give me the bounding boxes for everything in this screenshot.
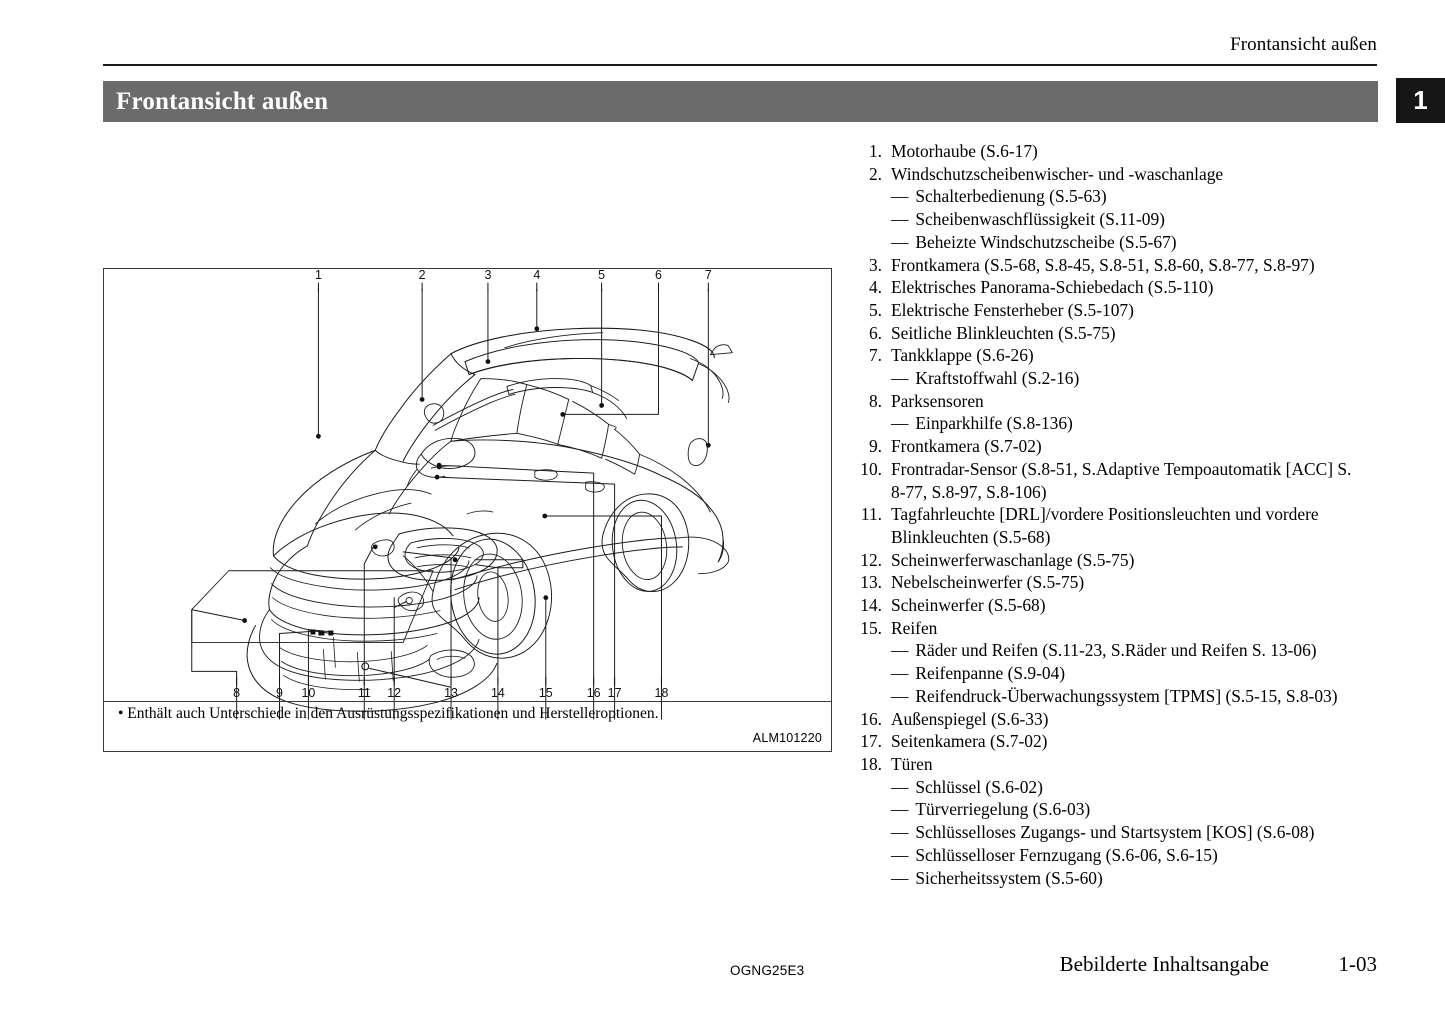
parts-list-subitem [852,185,1362,208]
parts-list-subitem-label: Reifenpanne (S.9-04) [915,663,1066,684]
parts-list-subitem-label: Türverriegelung (S.6-03) [915,799,1091,820]
parts-list-item-number: 16. [860,708,882,729]
callout-bottom-17: 17 [607,686,622,701]
vehicle-front-exterior-illustration [104,269,831,751]
em-dash-icon: — [891,209,909,230]
parts-list-subitem-label: Schlüssel (S.6-02) [915,776,1043,797]
callout-bottom-14: 14 [490,686,505,701]
parts-list-subitem [852,367,1362,390]
parts-list-item [852,753,1362,776]
parts-list-item [852,344,1362,367]
parts-list-item-label: Tankklappe (S.6-26) [891,345,1034,366]
parts-list-item-number: 9. [868,436,882,457]
parts-list-item [852,730,1362,753]
parts-list-item-number: 10. [860,458,882,479]
parts-list-item-number: 17. [860,731,882,752]
header-rule [103,64,1377,66]
parts-list-subitem [852,231,1362,254]
callout-bottom-11: 11 [357,686,371,701]
parts-list-item-label: Windschutzscheibenwischer- und -waschanlage [891,163,1224,184]
running-head: Frontansicht außen [1230,34,1377,55]
parts-list-item-label: Elektrische Fensterheber (S.5-107) [891,299,1134,320]
parts-list-item-number: 15. [860,617,882,638]
parts-list-item-label: Motorhaube (S.6-17) [891,141,1038,161]
parts-list-item [852,549,1362,572]
figure-reference-code: ALM101220 [752,731,822,745]
parts-list-item-number: 7. [868,345,882,366]
callout-top-6: 6 [655,269,662,282]
parts-list-item-number: 5. [868,299,882,320]
parts-list-subitem-label: Sicherheitssystem (S.5-60) [915,867,1103,888]
parts-list-item-number: 1. [868,141,882,161]
callout-bottom-15: 15 [538,686,553,701]
parts-list-item [852,458,1362,503]
parts-list-item [852,571,1362,594]
em-dash-icon: — [891,685,909,706]
parts-list-item [852,594,1362,617]
parts-list-subitem-label: Räder und Reifen (S.11-23, S.Räder und Reifen S. 13-06) [915,640,1317,661]
em-dash-icon: — [891,867,909,888]
parts-list-item-label: Frontradar-Sensor (S.8-51, S.Adaptive Tempoautomatik [ACC] S. 8-77, S.8-97, S.8-106) [891,458,1352,502]
parts-list-item-label: Außenspiegel (S.6-33) [891,708,1049,729]
parts-list-item [852,708,1362,731]
parts-list-item [852,503,1362,548]
parts-list-item [852,322,1362,345]
parts-list-item-number: 18. [860,753,882,774]
figure-footnote: • Enthält auch Unterschiede in den Ausrüstungsspezifikationen und Herstelleroptionen. [118,705,659,722]
footer-page-number: 1-03 [1338,952,1377,976]
parts-list-subitem-label: Reifendruck-Überwachungssystem [TPMS] (S.5-15, S.8-03) [915,685,1338,706]
parts-list-subitem-label: Scheibenwaschflüssigkeit (S.11-09) [915,209,1165,230]
parts-list-item-number: 3. [868,254,882,275]
parts-list-item [852,140,1362,163]
parts-list-subitem-label: Beheizte Windschutzscheibe (S.5-67) [915,231,1177,252]
callout-bottom-13: 13 [444,686,458,701]
em-dash-icon: — [891,186,909,207]
parts-list-item [852,254,1362,277]
callout-bottom-9: 9 [276,686,283,701]
em-dash-icon: — [891,368,909,389]
parts-list-item [852,435,1362,458]
callout-bottom-10: 10 [301,686,316,701]
callout-top-2: 2 [418,269,426,282]
parts-list-item-label: Elektrisches Panorama-Schiebedach (S.5-110) [891,277,1214,298]
parts-list-item-label: Scheinwerfer (S.5-68) [891,595,1046,616]
em-dash-icon: — [891,640,909,661]
parts-list-item [852,276,1362,299]
parts-list-item-number: 4. [868,277,882,298]
parts-list-subitem [852,798,1362,821]
parts-list-item-number: 14. [860,595,882,616]
parts-list-item-label: Reifen [891,617,938,638]
parts-list-subitem [852,208,1362,231]
callout-top-7: 7 [704,269,712,282]
em-dash-icon: — [891,776,909,797]
em-dash-icon: — [891,231,909,252]
callout-bottom-12: 12 [387,686,402,701]
page-title: Frontansicht außen [116,87,329,115]
parts-list-subitem-label: Schlüsselloses Zugangs- und Startsystem [KOS] (S.6-08) [915,822,1315,843]
callout-bottom-8: 8 [233,686,241,701]
parts-list-item-number: 6. [868,322,882,343]
parts-list-subitem [852,821,1362,844]
parts-list-item-number: 2. [868,163,882,184]
chapter-title-bar [103,81,1378,122]
parts-list-subitem [852,685,1362,708]
parts-list-subitem [852,639,1362,662]
figure-note-divider [104,701,831,702]
callout-bottom-16: 16 [586,686,601,701]
parts-list-item-label: Seitenkamera (S.7-02) [891,731,1048,752]
callout-top-1: 1 [314,269,322,282]
parts-list-item-label: Türen [891,753,933,774]
footer-section-name: Bebilderte Inhaltsangabe [1059,952,1269,976]
parts-list-item-label: Tagfahrleuchte [DRL]/vordere Positionsleuchten und vordere Blinkleuchten (S.5-68) [891,504,1319,547]
parts-list-item-number: 8. [868,390,882,411]
parts-list-subitem-label: Einparkhilfe (S.8-136) [915,413,1073,434]
parts-list-item-label: Nebelscheinwerfer (S.5-75) [891,572,1085,593]
parts-list-item [852,163,1362,186]
parts-list-subitem [852,844,1362,867]
parts-list-subitem-label: Schalterbedienung (S.5-63) [915,186,1107,207]
parts-list-item-label: Parksensoren [891,390,984,411]
document-code: OGNG25E3 [730,963,805,978]
callout-bottom-18: 18 [654,686,669,701]
parts-legend-list [852,140,1362,889]
parts-list-subitem-label: Schlüsselloser Fernzugang (S.6-06, S.6-15) [915,844,1218,865]
callout-top-3: 3 [484,269,492,282]
chapter-number-tab: 1 [1396,78,1445,123]
parts-list-item-label: Scheinwerferwaschanlage (S.5-75) [891,549,1135,570]
vehicle-figure-panel [103,268,832,752]
parts-list-item-label: Frontkamera (S.7-02) [891,436,1042,457]
parts-list-subitem [852,776,1362,799]
parts-list-item [852,617,1362,640]
parts-list-subitem [852,867,1362,890]
em-dash-icon: — [891,663,909,684]
parts-list-item-label: Frontkamera (S.5-68, S.8-45, S.8-51, S.8-60, S.8-77, S.8-97) [891,254,1315,275]
em-dash-icon: — [891,799,909,820]
parts-list-item-number: 13. [860,572,882,593]
parts-list-item [852,390,1362,413]
parts-list-subitem [852,662,1362,685]
em-dash-icon: — [891,822,909,843]
parts-list-subitem [852,412,1362,435]
callout-top-4: 4 [533,269,541,282]
parts-list-item-number: 11. [860,504,882,525]
em-dash-icon: — [891,844,909,865]
parts-list-subitem-label: Kraftstoffwahl (S.2-16) [915,368,1080,389]
parts-list-item-number: 12. [860,549,882,570]
parts-list-item [852,299,1362,322]
parts-list-item-label: Seitliche Blinkleuchten (S.5-75) [891,322,1116,343]
callout-top-5: 5 [598,269,606,282]
em-dash-icon: — [891,413,909,434]
